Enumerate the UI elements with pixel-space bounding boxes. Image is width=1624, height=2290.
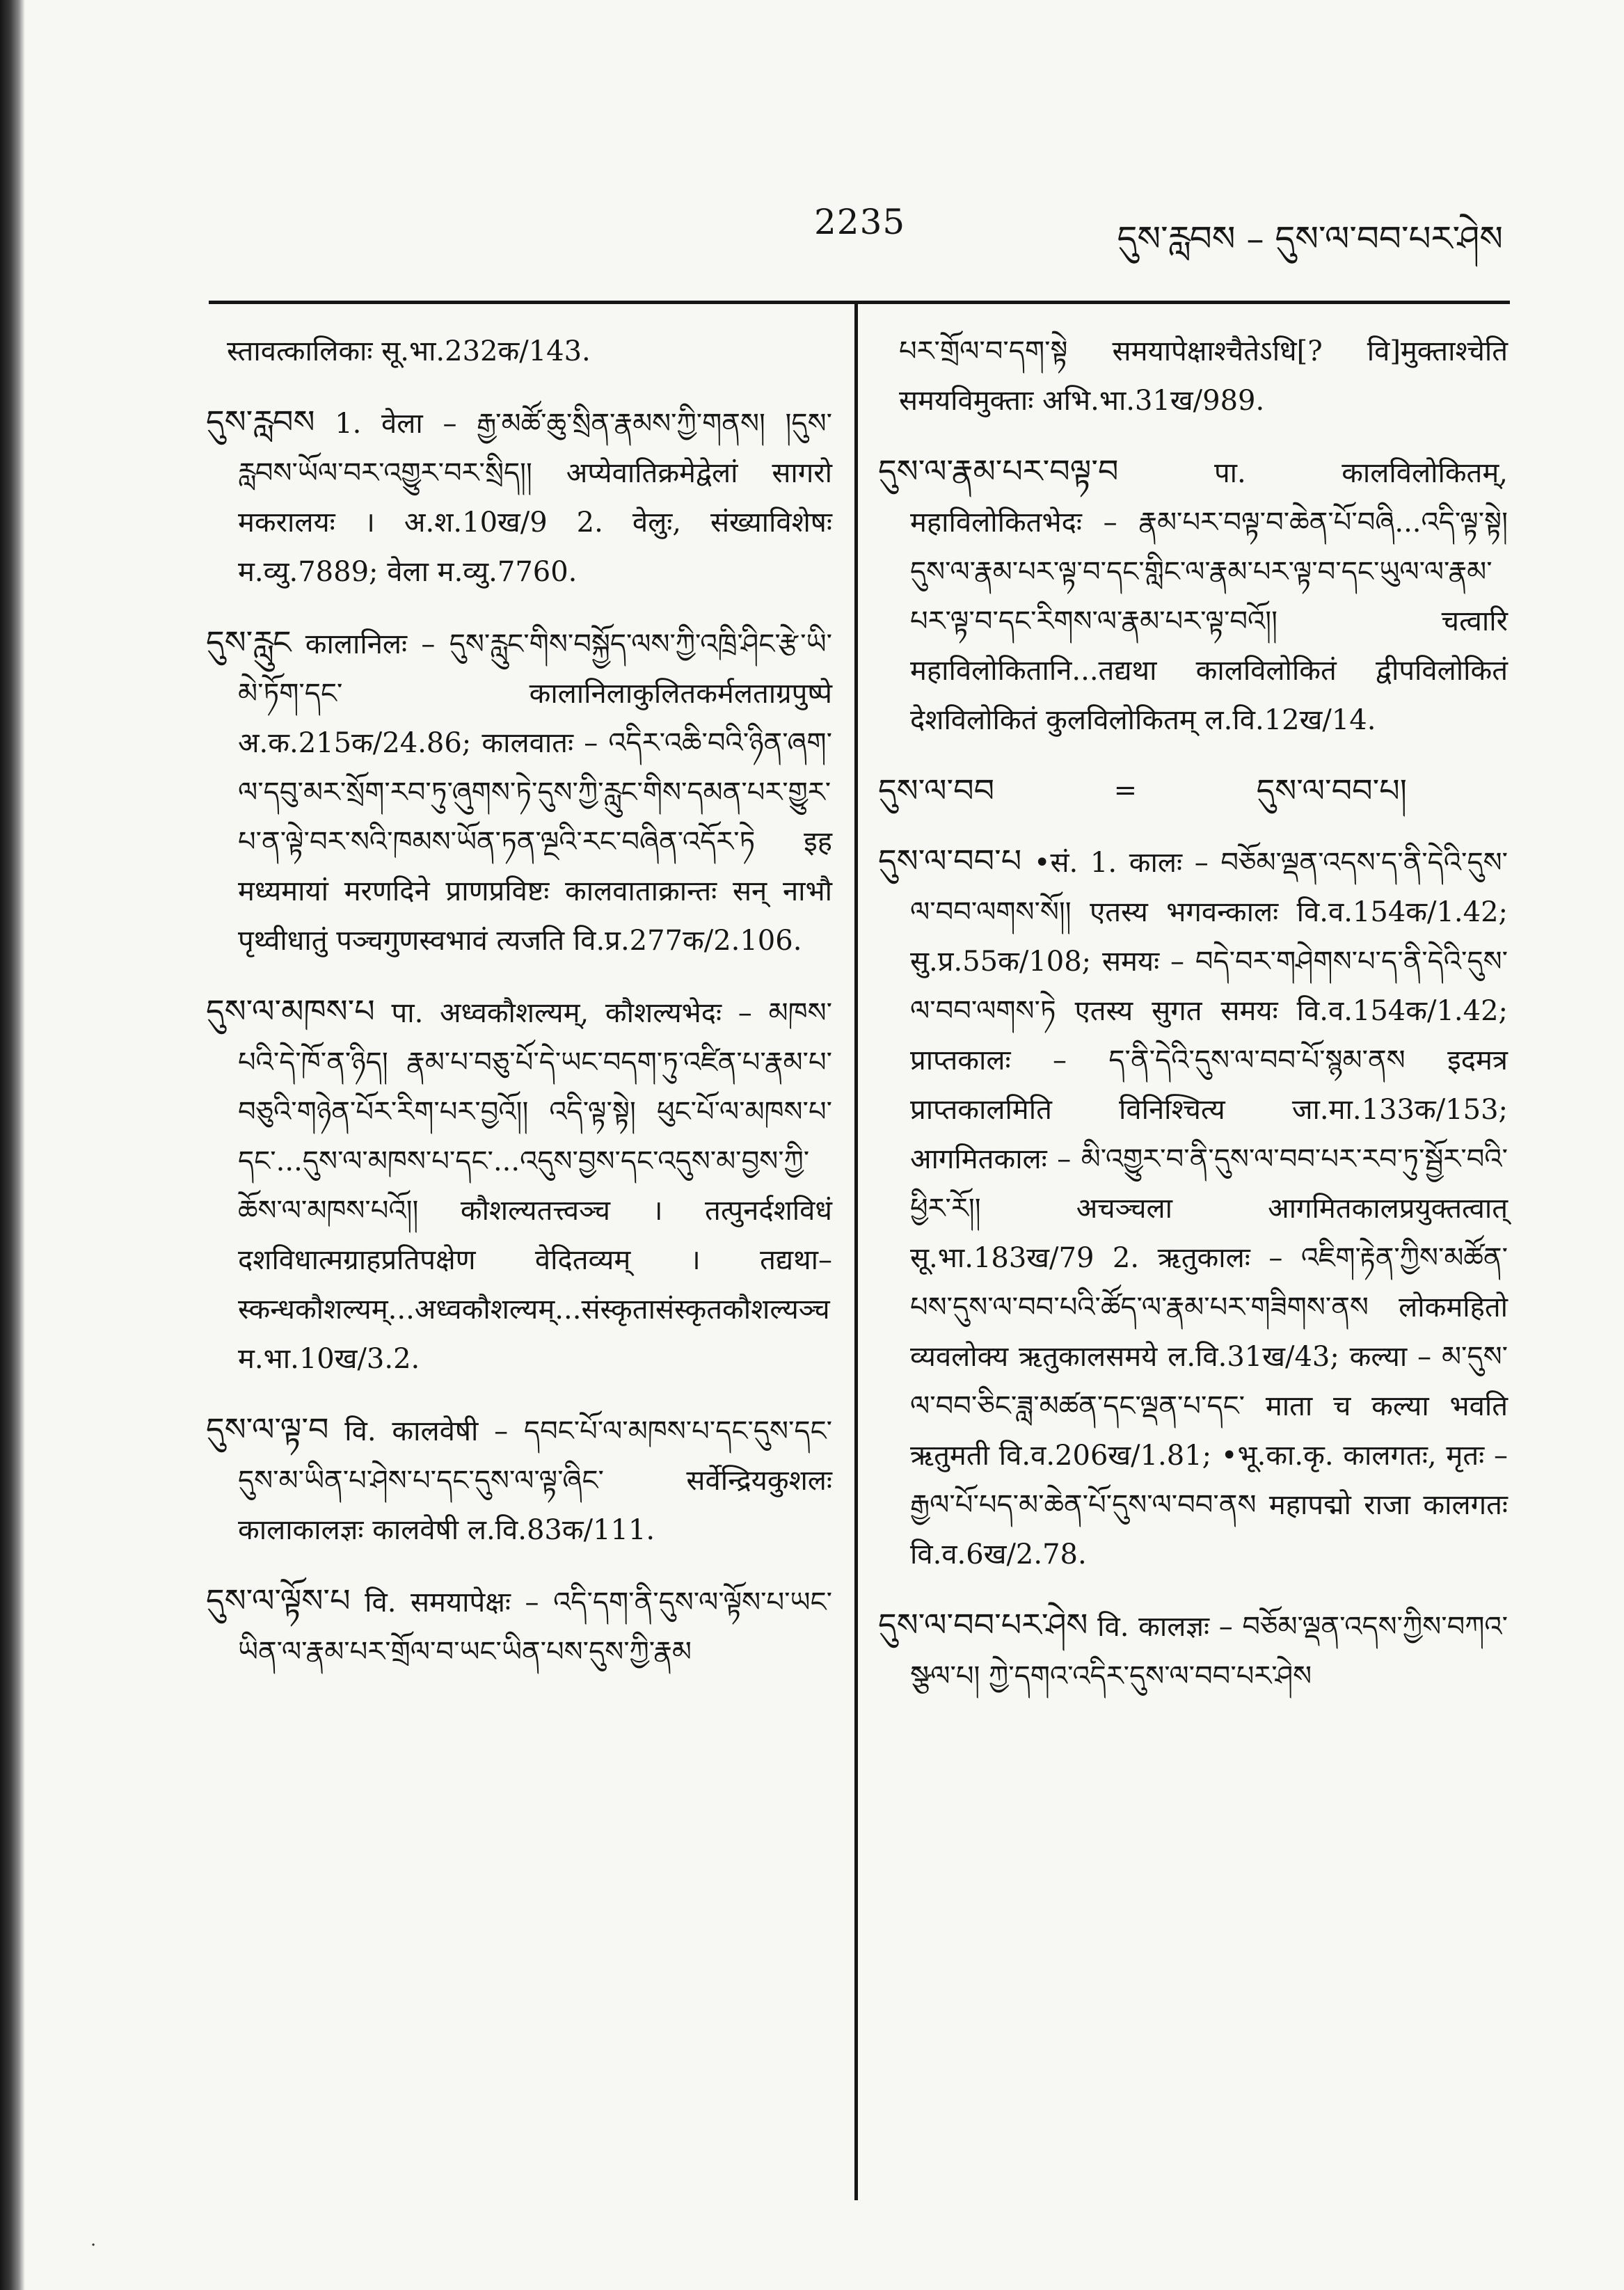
entry-continuation: [206, 327, 832, 376]
headword: དུས་ལ་རྣམ་པར་བལྟ་བ: [878, 452, 1119, 490]
column-divider: [854, 301, 858, 2200]
cross-reference-entry: [878, 766, 1407, 816]
entry-text: པར་གྲོལ་བ་དག་སྟེ समयापेक्षाश्चैतेऽधि[? वि]मुक्ताश्चेति समयविमुक्ताः अभि.भा.31ख/989.: [899, 335, 1508, 417]
page-number: 2235: [814, 202, 906, 242]
dictionary-entry: [206, 1576, 832, 1677]
entry-text: 1. वेला – རྒྱ་མཚོ་ཆུ་སྲིན་རྣམས་ཀྱི་གནས། །དུས་རླབས་ཡོལ་བར་འགྱུར་བར་སྲིད།། अप्येवातिक्रमेद्वेलां सागरो मकरालयः । अ.श.10ख/9 2. वेलुः, संख्याविशेषः म.व्यु.7889; वेला म.व्यु.7760.: [238, 408, 832, 588]
entry-text: कालानिलः – དུས་རླུང་གིས་བསྐྱོད་ལས་ཀྱི་འཁྲི་ཤིང་རྩེ་ཡི་མེ་ཏོག་དང་ कालानिलाकुलितकर्मलताग्रपुष्पे अ.क.215क/24.86; कालवातः – འདིར་འཆི་བའི་ཉིན་ཞག་ལ་དབུ་མར་སྲོག་རབ་ཏུ་ཞུགས་ཏེ་དུས་ཀྱི་རླུང་གིས་དམན་པར་གྱུར་པ་ན་ལྟེ་བར་སའི་ཁམས་ཡོན་ཏན་ལྔའི་རང་བཞིན་འདོར་ཏེ इह मध्यमायां मरणदिने प्राणप्रविष्टः कालवाताक्रान्तः सन् नाभौ पृथ्वीधातुं पञ्चगुणस्वभावं त्यजति वि.प्र.277क/2.106.: [238, 628, 832, 957]
equals-sign: =: [1113, 774, 1138, 806]
xref-target: དུས་ལ་བབ་པ།: [1256, 772, 1407, 809]
entry-continuation: [878, 327, 1508, 426]
right-column: [878, 327, 1508, 1722]
header-rule: [209, 301, 1510, 304]
dictionary-entry: [206, 987, 832, 1384]
scan-edge: [0, 0, 25, 2290]
dictionary-entry: [878, 1600, 1508, 1701]
dictionary-entry: [878, 447, 1508, 745]
entry-text: पा. कालविलोकितम्, महाविलोकितभेदः – རྣམ་པར་བལྟ་བ་ཆེན་པོ་བཞི...འདི་ལྟ་སྟེ། དུས་ལ་རྣམ་པར་ལྟ་བ་དང་གླིང་ལ་རྣམ་པར་ལྟ་བ་དང་ཡུལ་ལ་རྣམ་པར་ལྟ་བ་དང་རིགས་ལ་རྣམ་པར་ལྟ་བའོ།། चत्वारि महाविलोकितानि...तद्यथा कालविलोकितं द्वीपविलोकितं देशविलोकितं कुलविलोकितम् ल.वि.12ख/14.: [910, 457, 1508, 736]
dictionary-entry: [206, 397, 832, 597]
dictionary-entry: [206, 1405, 832, 1555]
entry-text: स्तावत्कालिकाः सू.भा.232क/143.: [227, 335, 591, 367]
dictionary-entry: [206, 618, 832, 966]
headword: དུས་ལ་བབ་པ: [878, 842, 1022, 880]
entry-text: पा. अध्वकौशल्यम्, कौशल्यभेदः – མཁས་པའི་དེ་ཁོ་ན་ཉིད། རྣམ་པ་བཅུ་པོ་དེ་ཡང་བདག་ཏུ་འཛིན་པ་རྣམ་པ་བཅུའི་གཉེན་པོར་རིག་པར་བྱའོ།། འདི་ལྟ་སྟེ། ཕུང་པོ་ལ་མཁས་པ་དང་...དུས་ལ་མཁས་པ་དང་...འདུས་བྱས་དང་འདུས་མ་བྱས་ཀྱི་ཆོས་ལ་མཁས་པའོ།། कौशल्यतत्त्वञ्च । तत्पुनर्दशविधं दशविधात्मग्राहप्रतिपक्षेण वेदितव्यम् । तद्यथा–स्कन्धकौशल्यम्...अध्वकौशल्यम्...संस्कृतासंस्कृतकौशल्यञ्च म.भा.10ख/3.2.: [238, 997, 832, 1375]
running-head: དུས་རླབས – དུས་ལ་བབ་པར་ཤེས: [1117, 218, 1503, 259]
entry-text: वि. समयापेक्षः – འདི་དག་ནི་དུས་ལ་ལྟོས་པ་ཡང་ཡིན་ལ་རྣམ་པར་གྲོལ་བ་ཡང་ཡིན་པས་དུས་ཀྱི་རྣམ: [238, 1587, 832, 1668]
headword: དུས་ལ་བབ: [878, 772, 995, 809]
headword: དུས་ལ་ལྟ་བ: [206, 1410, 329, 1448]
entry-text: वि. कालज्ञः – བཅོམ་ལྡན་འདས་ཀྱིས་བཀའ་སྩལ་པ། ཀྱེ་དགའ་འདིར་དུས་ལ་བབ་པར་ཤེས: [910, 1611, 1508, 1692]
dictionary-entry: [878, 836, 1508, 1580]
entry-text: •सं. 1. कालः – བཅོམ་ལྡན་འདས་ད་ནི་དེའི་དུས་ལ་བབ་ལགས་སོ།། एतस्य भगवन्कालः वि.व.154क/1.42; सु.प्र.55क/108; समयः – བདེ་བར་གཤེགས་པ་ད་ནི་དེའི་དུས་ལ་བབ་ལགས་ཏེ एतस्य सुगत समयः वि.व.154क/1.42; प्राप्तकालः – ད་ནི་དེའི་དུས་ལ་བབ་པོ་སྙམ་ནས इदमत्र प्राप्तकालमिति विनिश्चित्य जा.मा.133क/153; आगमितकालः – མི་འགྱུར་བ་ནི་དུས་ལ་བབ་པར་རབ་ཏུ་སྦྱོར་བའི་ཕྱིར་རོ།། अचञ्चला आगमितकालप्रयुक्तत्वात् सू.भा.183ख/79 2. ऋतुकालः – འཇིག་རྟེན་ཀྱིས་མཚོན་པས་དུས་ལ་བབ་པའི་ཚོད་ལ་རྣམ་པར་གཟིགས་ནས लोकमहितो व्यवलोक्य ऋतुकालसमये ल.वि.31ख/43; कल्या – མ་དུས་ལ་བབ་ཅིང་ཟླ་མཚན་དང་ལྡན་པ་དང་ माता च कल्या भवति ऋतुमती वि.व.206ख/1.81; •भू.का.कृ. कालगतः, मृतः – རྒྱལ་པོ་པད་མ་ཆེན་པོ་དུས་ལ་བབ་ནས महापद्मो राजा कालगतः वि.व.6ख/2.78.: [910, 847, 1508, 1571]
scan-speck: ·: [90, 2235, 97, 2256]
entry-text: वि. कालवेषी – དབང་པོ་ལ་མཁས་པ་དང་དུས་དང་དུས་མ་ཡིན་པ་ཤེས་པ་དང་དུས་ལ་ལྟ་ཞིང་ सर्वेन्द्रियकुशलः कालाकालज्ञः कालवेषी ल.वि.83क/111.: [238, 1415, 832, 1546]
headword: དུས་ལ་ལྟོས་པ: [206, 1582, 351, 1619]
headword: དུས་རླུང: [206, 623, 292, 661]
headword: དུས་ལ་མཁས་པ: [206, 992, 375, 1030]
left-column: [206, 327, 832, 1698]
headword: དུས་རླབས: [206, 403, 315, 440]
headword: དུས་ལ་བབ་པར་ཤེས: [878, 1606, 1088, 1644]
